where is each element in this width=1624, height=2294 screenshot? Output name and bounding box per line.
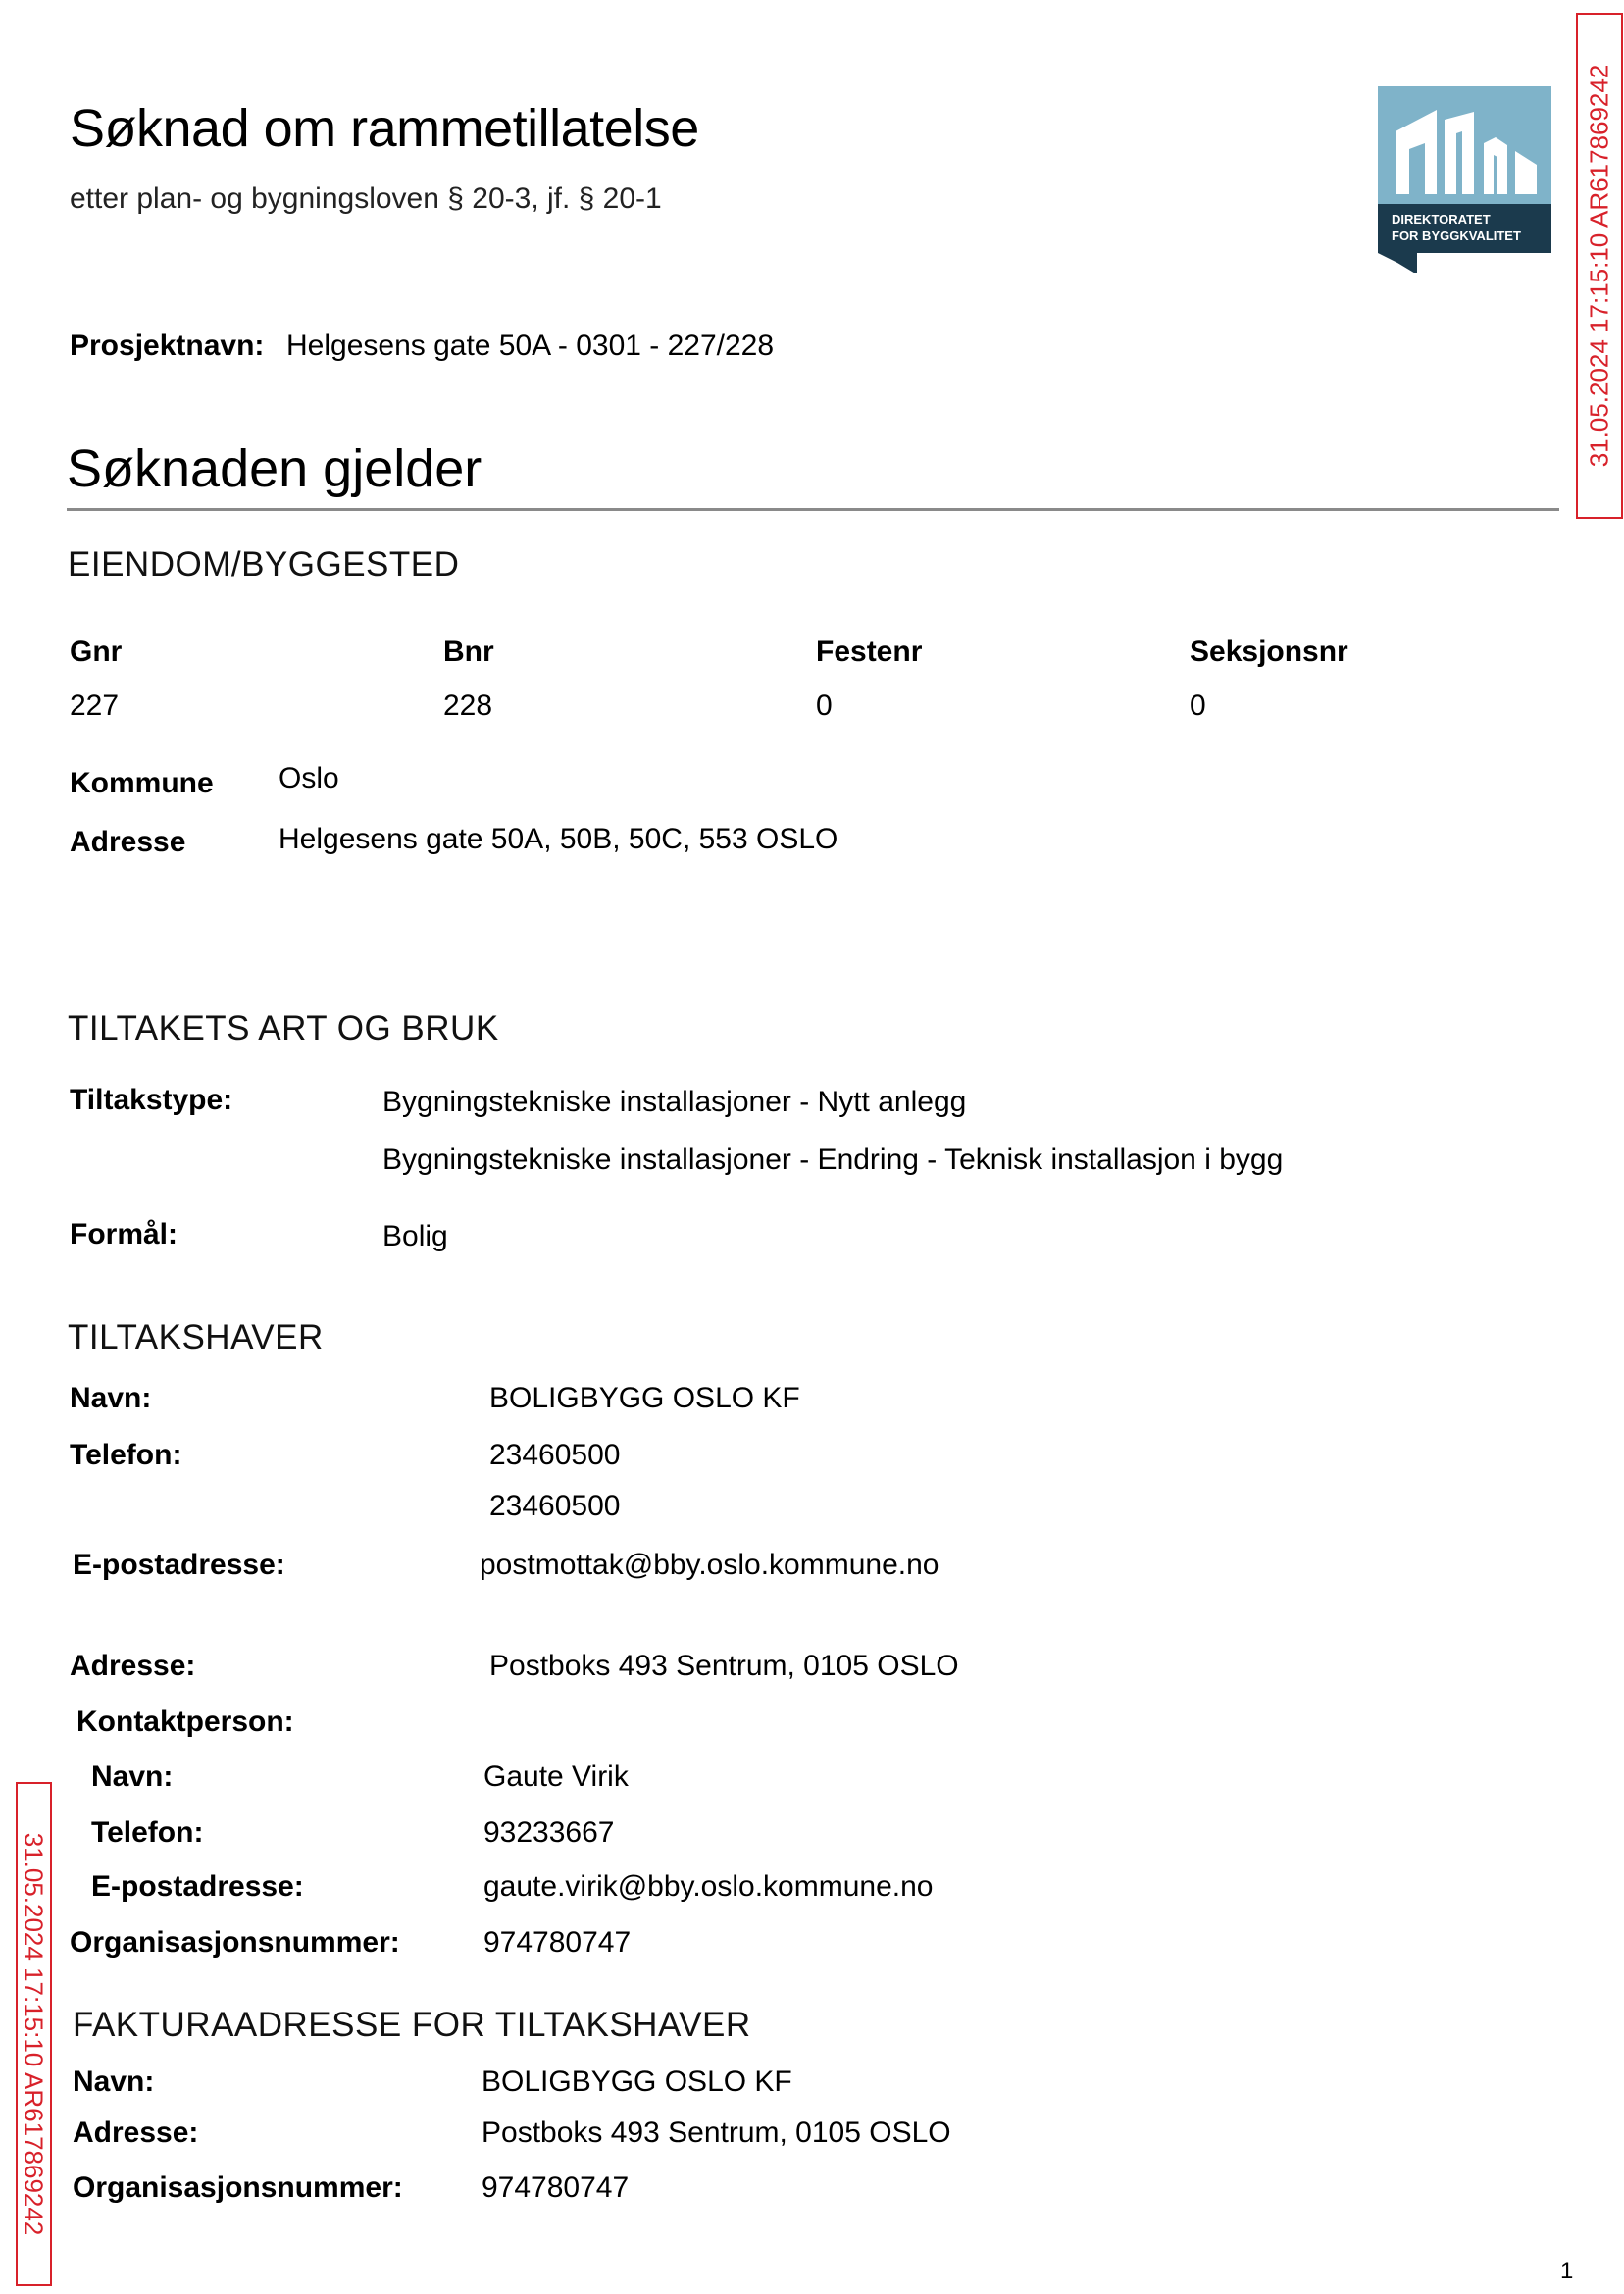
timestamp-text: 31.05.2024 17:15:10 AR617869242 xyxy=(1584,64,1614,468)
value-festenr: 0 xyxy=(816,689,833,722)
faktura-navn-value: BOLIGBYGG OSLO KF xyxy=(482,2065,792,2098)
tiltakshaver-orgnr-label: Organisasjonsnummer: xyxy=(70,1926,400,1959)
faktura-adresse-label: Adresse: xyxy=(73,2116,199,2149)
formal-label: Formål: xyxy=(70,1218,178,1250)
tiltakshaver-telefon-value-1: 23460500 xyxy=(489,1439,621,1471)
column-header-bnr: Bnr xyxy=(443,636,494,668)
kontakt-navn-value: Gaute Virik xyxy=(483,1760,629,1793)
tiltakshaver-epost-label: E-postadresse: xyxy=(73,1549,285,1581)
tiltakshaver-navn-label: Navn: xyxy=(70,1382,152,1414)
section-eiendom-heading: EIENDOM/BYGGESTED xyxy=(68,545,460,584)
faktura-orgnr-value: 974780747 xyxy=(482,2171,630,2204)
tiltakstype-value-1: Bygningstekniske installasjoner - Nytt anlegg xyxy=(382,1086,967,1118)
heading-divider xyxy=(67,508,1559,511)
faktura-adresse-value: Postboks 493 Sentrum, 0105 OSLO xyxy=(482,2116,951,2149)
timestamp-text: 31.05.2024 17:15:10 AR617869242 xyxy=(19,1832,49,2236)
column-header-seksjonsnr: Seksjonsnr xyxy=(1190,636,1348,668)
section-tiltak-heading: TILTAKETS ART OG BRUK xyxy=(68,1009,499,1047)
column-header-festenr: Festenr xyxy=(816,636,923,668)
kontakt-epost-label: E-postadresse: xyxy=(91,1870,304,1903)
kontakt-epost-value: gaute.virik@bby.oslo.kommune.no xyxy=(483,1870,934,1903)
adresse-value: Helgesens gate 50A, 50B, 50C, 553 OSLO xyxy=(279,823,838,855)
faktura-navn-label: Navn: xyxy=(73,2065,155,2098)
dibk-logo xyxy=(1378,86,1551,273)
tiltakshaver-adresse-label: Adresse: xyxy=(70,1650,196,1682)
faktura-orgnr-label: Organisasjonsnummer: xyxy=(73,2171,403,2204)
page-subtitle: etter plan- og bygningsloven § 20-3, jf. § 20-1 xyxy=(70,182,662,215)
kontaktperson-label: Kontaktperson: xyxy=(76,1706,294,1738)
logo-text-line1: DIREKTORATET xyxy=(1392,212,1491,227)
kommune-value: Oslo xyxy=(279,762,339,794)
section-tiltakshaver-heading: TILTAKSHAVER xyxy=(68,1318,324,1356)
tiltakshaver-orgnr-value: 974780747 xyxy=(483,1926,632,1959)
tiltakshaver-epost-value: postmottak@bby.oslo.kommune.no xyxy=(480,1549,939,1581)
tiltakshaver-telefon-value-2: 23460500 xyxy=(489,1490,621,1522)
value-bnr: 228 xyxy=(443,689,493,722)
logo-graphic xyxy=(1378,86,1551,273)
adresse-label: Adresse xyxy=(70,826,186,858)
timestamp-stamp-left xyxy=(16,1782,52,2286)
value-gnr: 227 xyxy=(70,689,120,722)
page-title: Søknad om rammetillatelse xyxy=(70,99,699,158)
formal-value: Bolig xyxy=(382,1220,448,1252)
kommune-label: Kommune xyxy=(70,767,214,799)
tiltakshaver-adresse-value: Postboks 493 Sentrum, 0105 OSLO xyxy=(489,1650,959,1682)
tiltakshaver-telefon-label: Telefon: xyxy=(70,1439,182,1471)
kontakt-navn-label: Navn: xyxy=(91,1760,174,1793)
project-label: Prosjektnavn: xyxy=(70,330,265,362)
kontakt-telefon-label: Telefon: xyxy=(91,1816,204,1849)
tiltakstype-label: Tiltakstype: xyxy=(70,1084,233,1116)
timestamp-stamp-right xyxy=(1576,13,1623,519)
page-number: 1 xyxy=(1560,2258,1574,2284)
tiltakstype-value-2: Bygningstekniske installasjoner - Endring - Teknisk installasjon i bygg xyxy=(382,1144,1284,1176)
main-heading: Søknaden gjelder xyxy=(67,439,482,498)
section-faktura-heading: FAKTURAADRESSE FOR TILTAKSHAVER xyxy=(73,2006,751,2044)
value-seksjonsnr: 0 xyxy=(1190,689,1206,722)
logo-text-line2: FOR BYGGKVALITET xyxy=(1392,229,1521,243)
project-value: Helgesens gate 50A - 0301 - 227/228 xyxy=(286,330,775,362)
tiltakshaver-navn-value: BOLIGBYGG OSLO KF xyxy=(489,1382,800,1414)
column-header-gnr: Gnr xyxy=(70,636,123,668)
kontakt-telefon-value: 93233667 xyxy=(483,1816,615,1849)
